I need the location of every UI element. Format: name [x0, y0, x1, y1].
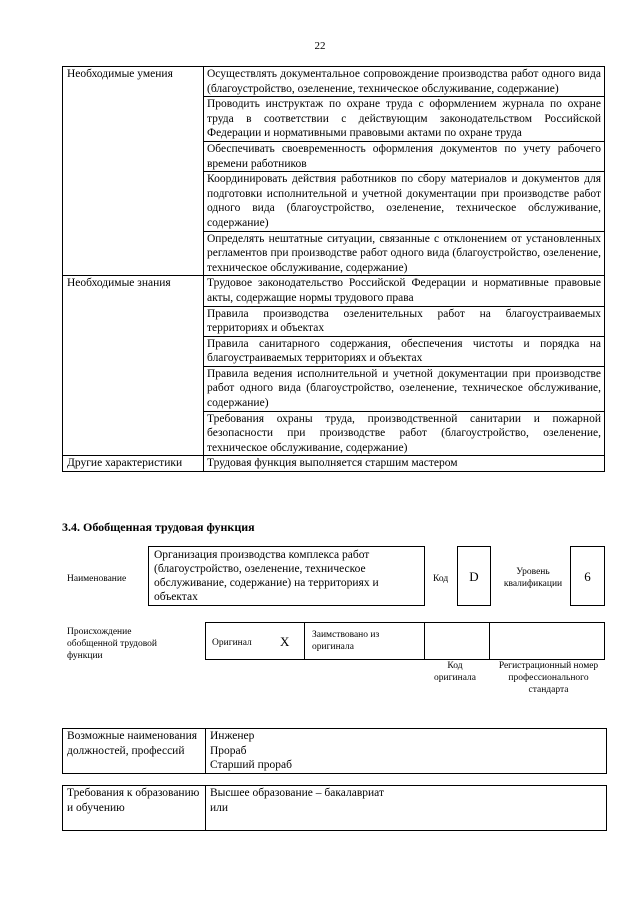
education-item: или [210, 801, 229, 814]
knowledge-item: Правила ведения исполнительной и учетной документации при производстве работ одного вида (благоустройство, озеленение, техническое обслуживание, содержание) [204, 366, 605, 411]
knowledge-item: Трудовое законодательство Российской Федерации и нормативные правовые акты, содержащие нормы трудового права [204, 276, 605, 306]
other-value: Трудовая функция выполняется старшим мастером [204, 456, 605, 472]
skill-item: Обеспечивать своевременность оформления документов по учету рабочего времени работников [204, 141, 605, 171]
borrowed-label: Заимствовано из оригинала [312, 630, 380, 652]
code-box [457, 546, 491, 606]
level-value: 6 [584, 569, 591, 584]
knowledge-item: Правила производства озеленительных работ на благоустраиваемых территориях и объектах [204, 306, 605, 336]
position-item: Инженер [210, 730, 255, 742]
section-title: 3.4. Обобщенная трудовая функция [62, 520, 255, 534]
original-mark: X [280, 634, 290, 649]
knowledge-item: Требования охраны труда, производственной санитарии и пожарной безопасности при производстве работ (благоустройство, озеленение, техническое обслуживание, содержание) [204, 411, 605, 456]
positions-values [206, 729, 607, 774]
skills-label: Необходимые умения [63, 67, 204, 276]
other-label: Другие характеристики [63, 456, 204, 472]
page-number: 22 [314, 40, 326, 52]
education-table [62, 785, 607, 831]
education-label: Требования к образованию и обучению [63, 786, 206, 831]
skill-item: Определять нештатные ситуации, связанные с отклонением от установленных регламентов при производстве работ одного вида (благоустройство, озеленение, техническое обслуживание, содержание) [204, 231, 605, 276]
level-label: Уровень квалификации [503, 567, 563, 589]
skill-item: Проводить инструктаж по охране труда с оформлением журнала по охране труда в соответствии с действующим законодательством Российской Федерации и нормативными правовыми актами по охране труда [204, 97, 605, 142]
code-label: Код [433, 574, 449, 584]
skill-item: Координировать действия работников по сбору материалов и документов для подготовки исполнительной и учетной документации при производстве работ одного вида (благоустройство, озеленение, техническое обслуживание, содержание) [204, 172, 605, 231]
code-value: D [469, 569, 479, 584]
name-label: Наименование [67, 574, 127, 584]
position-item: Прораб [210, 744, 247, 757]
origin-label: Происхождение обобщенной трудовой функции [67, 627, 157, 661]
education-item: Высшее образование – бакалавриат [210, 787, 384, 799]
positions-label: Возможные наименования должностей, профессий [63, 729, 206, 774]
function-name-value: Организация производства комплекса работ (благоустройство, озеленение, техническое обслуживание, содержание) на территориях и объектах [154, 549, 379, 603]
knowledge-item: Правила санитарного содержания, обеспечения чистоты и порядка на благоустраиваемых территориях и объектах [204, 336, 605, 366]
knowledge-label: Необходимые знания [63, 276, 204, 456]
requirements-table [62, 66, 605, 472]
code-original-caption: Код оригинала [434, 661, 476, 683]
skill-item: Осуществлять документальное сопровождение производства работ одного вида (благоустройство, озеленение, техническое обслуживание, содержание) [204, 67, 605, 97]
position-item: Старший прораб [210, 759, 292, 771]
origin-box [205, 622, 605, 660]
level-box [570, 546, 605, 606]
original-label: Оригинал [212, 638, 252, 648]
reg-number-caption: Регистрационный номер профессионального стандарта [498, 661, 599, 695]
positions-table [62, 728, 607, 774]
function-name-box [148, 546, 425, 606]
education-values [206, 786, 607, 831]
